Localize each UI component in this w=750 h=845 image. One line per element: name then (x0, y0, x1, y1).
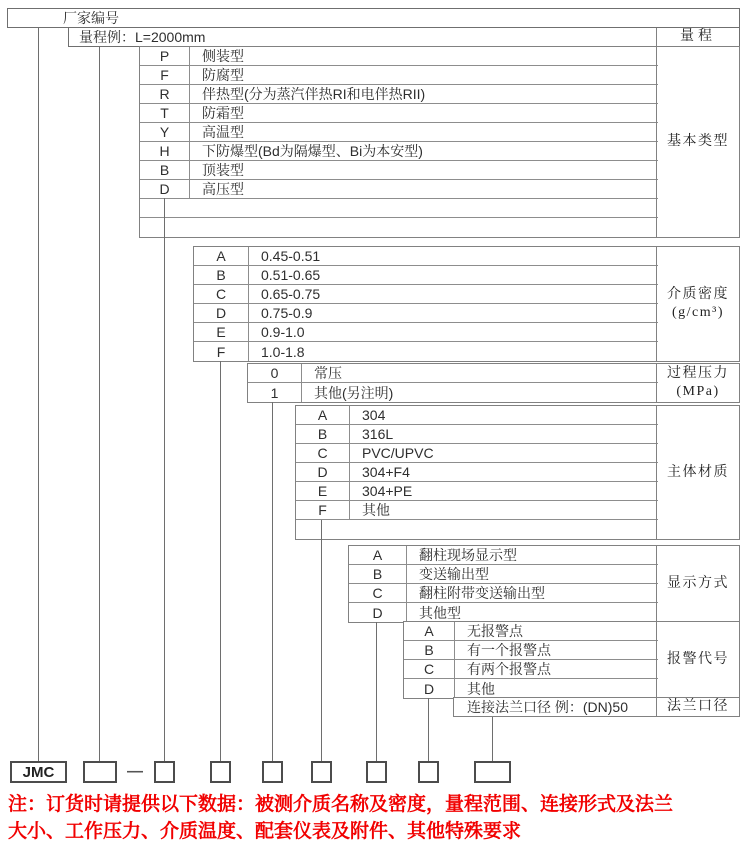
row-key: A (317, 407, 328, 423)
row-key: D (423, 680, 435, 697)
table-row (194, 323, 658, 342)
section-label-medium-density (656, 247, 739, 361)
row-key: B (372, 566, 383, 582)
table-row (404, 641, 658, 660)
row-value: 0.45-0.51 (261, 248, 321, 264)
section-rows (248, 364, 658, 402)
table-row (140, 66, 658, 85)
section-label-display-mode (656, 546, 739, 622)
connector-line (220, 361, 221, 762)
section-display-mode (348, 545, 740, 623)
table-row (349, 546, 658, 565)
section-label-alarm-code (656, 622, 739, 698)
table-row (296, 501, 658, 520)
table-row (349, 565, 658, 584)
row-value: 防霜型 (202, 105, 244, 121)
section-label-line: (g/cm³) (671, 305, 724, 320)
model-code-box (210, 761, 231, 783)
row-key: D (317, 464, 328, 480)
connector-line (376, 622, 377, 762)
ordering-note-line1: 注：订货时请提供以下数据：被测介质名称及密度，量程范围、连接形式及法兰 (8, 794, 674, 815)
row-key: F (160, 67, 169, 83)
row-value: 防腐型 (202, 67, 244, 83)
row-value: 常压 (314, 365, 342, 381)
row-key: D (159, 181, 170, 197)
model-code-box (83, 761, 117, 783)
model-code-box (474, 761, 511, 783)
table-row (140, 85, 658, 104)
key-column-divider (406, 546, 407, 622)
row-value: 侧装型 (202, 48, 244, 64)
table-row (296, 482, 658, 501)
flange-label: 法兰口径 (656, 698, 739, 716)
section-basic-type (139, 46, 740, 238)
table-row (296, 425, 658, 444)
row-value: 无报警点 (467, 623, 523, 639)
row-value: 其他 (467, 680, 495, 697)
table-row (140, 199, 658, 218)
section-alarm-code (403, 621, 740, 699)
row-key: C (423, 661, 435, 677)
connector-line (99, 47, 100, 762)
ordering-note (8, 791, 673, 845)
range-label: 量程 (656, 28, 739, 46)
row-key: T (160, 105, 169, 121)
table-row (404, 679, 658, 698)
section-label-line: 显示方式 (667, 576, 729, 591)
section-label-line: 主体材质 (667, 464, 729, 480)
table-row (140, 161, 658, 180)
row-key: A (372, 547, 383, 563)
row-key: P (159, 48, 170, 64)
key-column-divider (349, 406, 350, 520)
table-row (248, 364, 658, 383)
row-key: Y (159, 124, 170, 140)
row-value: 其他型 (419, 604, 461, 621)
row-value: 高压型 (202, 181, 244, 197)
table-row (140, 180, 658, 199)
connector-line (428, 698, 429, 762)
table-row (140, 47, 658, 66)
table-row (404, 660, 658, 679)
row-value: 304+F4 (362, 464, 410, 480)
model-prefix: JMC (22, 763, 55, 781)
table-row (140, 142, 658, 161)
row-key: E (317, 483, 328, 499)
section-rows (404, 622, 658, 698)
table-row (194, 247, 658, 266)
row-value: PVC/UPVC (362, 445, 434, 461)
flange-text: 连接法兰口径 例：(DN)50 (467, 699, 629, 715)
table-row (140, 218, 658, 237)
table-row (194, 342, 658, 361)
row-value: 变送输出型 (419, 566, 489, 582)
section-body-material (295, 405, 740, 540)
model-separator: — (127, 763, 143, 780)
row-key: 1 (270, 384, 279, 401)
connector-line (321, 520, 322, 762)
row-value: 翻柱附带变送输出型 (419, 585, 545, 601)
section-label-line: 介质密度 (667, 287, 729, 302)
connector-line (38, 28, 39, 762)
table-row (296, 406, 658, 425)
row-value: 316L (362, 426, 394, 442)
range-row (68, 27, 740, 47)
section-label-line: 报警代号 (667, 652, 729, 667)
section-rows (296, 406, 658, 539)
section-label-process-pressure (656, 364, 739, 402)
row-key: R (159, 86, 170, 102)
row-key: B (424, 642, 434, 658)
key-column-divider (189, 47, 190, 199)
table-row (349, 584, 658, 603)
section-rows (194, 247, 658, 361)
table-row (404, 622, 658, 641)
row-key: B (317, 426, 328, 442)
section-label-basic-type (656, 47, 739, 237)
section-rows (140, 47, 658, 237)
row-key: E (216, 324, 226, 340)
row-key: F (318, 502, 327, 518)
row-key: D (215, 305, 227, 321)
table-row (296, 463, 658, 482)
section-process-pressure (247, 363, 740, 403)
row-value: 0.75-0.9 (261, 305, 313, 321)
table-row (194, 304, 658, 323)
row-key: B (159, 162, 170, 178)
table-row (194, 285, 658, 304)
table-row (140, 104, 658, 123)
row-key: C (317, 445, 328, 461)
section-label-line: 基本类型 (667, 134, 729, 149)
row-key: C (372, 585, 383, 601)
row-key: D (372, 604, 383, 621)
row-key: B (216, 267, 226, 283)
row-key: A (424, 623, 434, 639)
row-key: H (159, 143, 170, 159)
connector-line (164, 198, 165, 762)
table-row (296, 520, 658, 539)
row-value: 翻柱现场显示型 (419, 547, 517, 563)
row-value: 304+PE (362, 483, 413, 499)
table-row (248, 383, 658, 402)
model-code-box (366, 761, 387, 783)
model-code-box (262, 761, 283, 783)
section-label-line: (MPa) (676, 384, 720, 399)
manufacturer-code-box (7, 8, 740, 28)
manufacturer-code-label: 厂家编号 (63, 10, 119, 26)
row-key: A (216, 248, 226, 264)
row-key: 0 (270, 365, 279, 381)
row-value: 其他 (362, 502, 390, 518)
flange-row (453, 697, 740, 717)
section-label-line: 过程压力 (667, 366, 729, 381)
row-value: 0.9-1.0 (261, 324, 305, 340)
row-value: 顶装型 (202, 162, 244, 178)
model-prefix-box (10, 761, 67, 783)
row-value: 其他(另注明) (314, 384, 394, 401)
key-column-divider (248, 247, 249, 361)
ordering-note-line2: 大小、工作压力、介质温度、配套仪表及附件、其他特殊要求 (8, 821, 522, 842)
key-column-divider (301, 364, 302, 402)
model-code-box (311, 761, 332, 783)
connector-line (272, 402, 273, 762)
row-value: 下防爆型(Bd为隔爆型、Bi为本安型) (202, 143, 423, 159)
section-label-body-material (656, 406, 739, 539)
table-row (349, 603, 658, 622)
connector-line (492, 717, 493, 762)
table-row (296, 444, 658, 463)
row-value: 0.65-0.75 (261, 286, 321, 302)
row-value: 有一个报警点 (467, 642, 551, 658)
range-example-text: 量程例：L=2000mm (79, 29, 206, 45)
row-value: 伴热型(分为蒸汽伴热RI和电伴热RII) (202, 86, 426, 102)
table-row (194, 266, 658, 285)
row-value: 高温型 (202, 124, 244, 140)
table-row (140, 123, 658, 142)
key-column-divider (454, 622, 455, 698)
section-medium-density (193, 246, 740, 362)
row-key: C (215, 286, 227, 302)
section-rows (349, 546, 658, 622)
row-value: 304 (362, 407, 386, 423)
model-code-box (154, 761, 175, 783)
row-value: 1.0-1.8 (261, 343, 305, 360)
row-value: 有两个报警点 (467, 661, 551, 677)
row-key: F (216, 343, 226, 360)
model-code-box (418, 761, 439, 783)
row-value: 0.51-0.65 (261, 267, 321, 283)
